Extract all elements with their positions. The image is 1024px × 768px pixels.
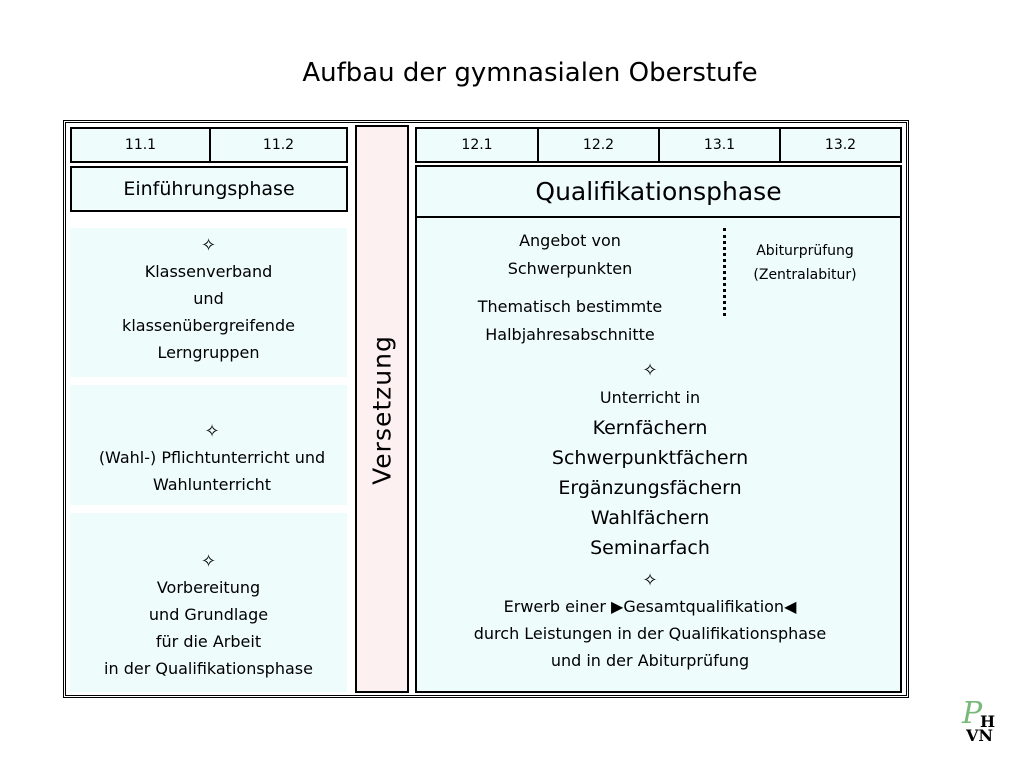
angebot-line: Schwerpunkten: [507, 259, 633, 278]
semester-13-1: 13.1: [658, 127, 781, 163]
sparkle-icon: ✧: [204, 421, 220, 442]
qualifikationsphase-box: Qualifikationsphase: [415, 165, 902, 218]
sparkle-icon: ✧: [200, 551, 217, 572]
erwerb-line-1: [415, 593, 885, 620]
thematisch-text: [445, 293, 695, 349]
semester-12-2: 12.2: [537, 127, 660, 163]
left-block-3-line: für die Arbeit: [155, 632, 262, 651]
dotted-separator: [723, 228, 726, 316]
left-block-2: [70, 420, 354, 498]
left-block-1: [70, 234, 347, 366]
left-block-1-line: Klassenverband: [144, 262, 273, 281]
thematisch-line: Thematisch bestimmte: [477, 297, 663, 316]
left-divider-1: [70, 377, 347, 385]
institution-logo: [960, 696, 1010, 750]
versetzung-label: Versetzung: [367, 335, 397, 485]
left-block-3-line: in der Qualifikationsphase: [104, 659, 313, 678]
einfuehrungsphase-box: Einführungsphase: [70, 166, 348, 212]
semester-11-2: 11.2: [209, 127, 348, 163]
left-block-3-line: und Grundlage: [148, 605, 269, 624]
left-block-1-line: Lerngruppen: [157, 343, 260, 362]
subject-item: Schwerpunktfächern: [551, 447, 749, 469]
sparkle-icon: ✧: [642, 570, 658, 591]
left-divider-2: [70, 505, 347, 513]
angebot-text: [470, 227, 670, 283]
subject-item: Kernfächern: [592, 417, 708, 439]
erwerb-pre-text: Erwerb einer: [503, 597, 611, 616]
erwerb-line-2: durch Leistungen in der Qualifikationsphase: [473, 624, 827, 643]
semester-11-1: 11.1: [70, 127, 211, 163]
unterricht-intro: Unterricht in: [599, 388, 701, 407]
abitur-line: Abiturprüfung: [756, 243, 854, 259]
left-block-1-line: und: [193, 289, 224, 308]
thematisch-line: Halbjahresabschnitte: [485, 325, 655, 344]
erwerb-block: [415, 569, 885, 674]
logo-letters-top: H: [980, 712, 996, 731]
subject-item: Wahlfächern: [590, 507, 710, 529]
left-block-1-line: klassenübergreifende: [122, 316, 295, 335]
angebot-line: Angebot von: [519, 231, 621, 250]
subject-item: Seminarfach: [590, 537, 710, 559]
left-block-2-line: (Wahl-) Pflichtunterricht und: [98, 448, 326, 467]
left-block-2-line: Wahlunterricht: [152, 475, 272, 494]
abitur-text: [735, 239, 875, 287]
sparkle-icon: ✧: [642, 360, 658, 381]
sparkle-icon: ✧: [200, 235, 217, 256]
semester-12-1: 12.1: [415, 127, 539, 163]
logo-script-letter: P: [962, 696, 983, 731]
logo-letters-bottom: VN: [966, 726, 994, 745]
page-title: Aufbau der gymnasialen Oberstufe: [302, 58, 758, 88]
left-block-3: [70, 550, 347, 682]
unterricht-block: [415, 359, 885, 563]
triangle-right-icon: ▶: [611, 597, 624, 616]
erwerb-keyword: Gesamtqualifikation: [623, 597, 785, 616]
triangle-left-icon: ◀: [784, 597, 797, 616]
semester-13-2: 13.2: [779, 127, 902, 163]
erwerb-line-3: und in der Abiturprüfung: [550, 651, 750, 670]
subject-item: Ergänzungsfächern: [558, 477, 742, 499]
left-block-3-line: Vorbereitung: [156, 578, 261, 597]
left-spacer: [347, 505, 355, 545]
abitur-line: (Zentralabitur): [753, 267, 857, 283]
